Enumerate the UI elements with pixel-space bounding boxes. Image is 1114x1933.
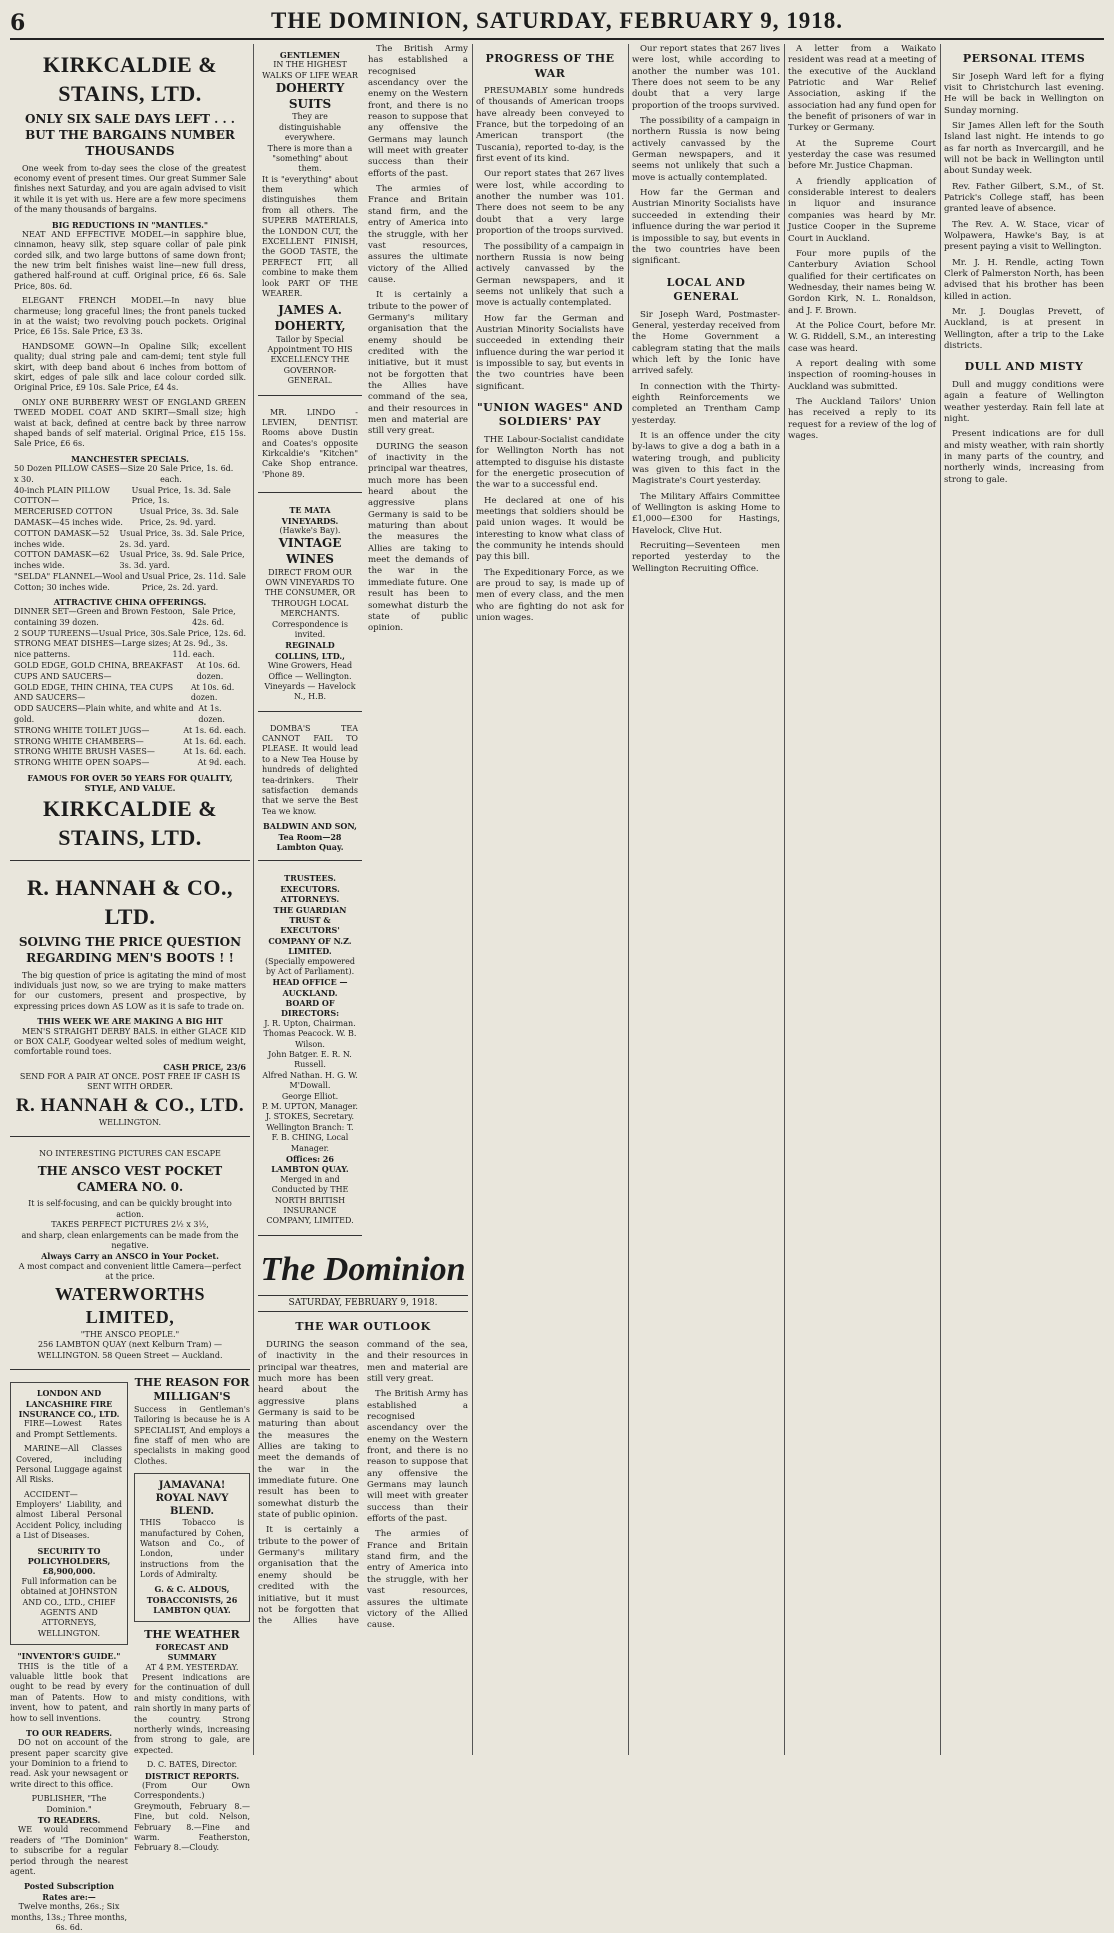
china-item-price: At 1s. 6d. each. [183,736,246,746]
hannah-offer-head: THIS WEEK WE ARE MAKING A BIG HIT [37,1016,223,1027]
china-item-price: At 1s. dozen. [198,704,225,725]
news-para: A report dealing with some inspection of rooming-houses in Auckland was submitted. [788,358,936,392]
manchester-item-desc: COTTON DAMASK—52 inches wide. [14,528,110,549]
waterworths-address: 256 LAMBTON QUAY (next Kelburn Tram) — WELLINGTON. 58 Queen Street — Auckland. [37,1340,223,1360]
insurance-agents: Full information can be obtained at JOHNSTON AND CO., LTD., CHIEF AGENTS AND ATTORNEYS, WELLINGTON. [20,1576,118,1638]
milligan-head: THE REASON FOR MILLIGAN'S [134,1376,250,1404]
manchester-item-desc: 40-inch PLAIN PILLOW COTTON— [14,485,110,506]
readers2-body: WE would recommend readers of "The Dominion" to subscribe for a regular period through the nearest agent. [10,1825,128,1876]
china-item-desc: STRONG MEAT DISHES—Large sizes; nice patterns. [14,639,171,660]
dull-para: Present indications are for dull and misty weather, with rain shortly in many parts of the country, and northerly winds, increasing from strong to gale. [944,429,1104,485]
war-outlook-para: It is certainly a tribute to the power of Germany's military organisation that the enemy should be credited with the initiative, but it must not be forgotten that the Allies have command of the sea, and their resources in men and material are still very great. [258,1339,468,1627]
kirkcaldie-intro: One week from to-day sees the close of the greatest economy event of present times. Our great Summer Sale finishes next Saturday, and you are again advised to visit it while it is yet with us. Here are a few more specimens of the many thousands of bargains. [14,163,246,215]
column-2-top [258,44,468,1242]
inventors-ad [10,1651,128,1724]
tea-ad [258,718,362,862]
personal-para: Mr. J. Douglas Prevett, of Auckland, is at present in Wellington, after a trip to the Lake districts. [944,307,1104,352]
column-6 [944,44,1104,1757]
kirkcaldie-headline: ONLY SIX SALE DAYS LEFT . . . BUT THE BARGAINS NUMBER THOUSANDS [25,112,235,158]
readers-notice-2 [10,1815,128,1933]
doherty-product: DOHERTY SUITS [275,81,345,111]
hannah-headline: SOLVING THE PRICE QUESTION REGARDING MEN'S BOOTS ! ! [18,934,242,965]
hannah-offer: MEN'S STRAIGHT DERBY BALS. in either GLACE KID or BOX CALF, Goodyear welted soles of medium weight, comfortable round toes. [14,1026,246,1057]
inventors-body: THIS is the title of a valuable little book that ought to be read by every man of Patents. How to invent, how to patent, and how to sell inventions. [10,1661,128,1723]
waterworths-firm: WATERWORTHS LIMITED, [55,1283,205,1328]
column-1 [10,44,250,1932]
board-member: Thomas Peacock. W. B. Wilson. [263,1029,357,1049]
china-item-desc: DINNER SET—Green and Brown Festoon, containing 39 dozen. [14,607,186,627]
hannah-ad [10,867,250,1137]
ansco-line3: and sharp, clean enlargements can be made from the negative. [21,1230,239,1250]
dentist-ad [258,402,362,494]
column-rule [784,44,785,1755]
progress-para: Our report states that 267 lives were lost, while according to another the number was 101. There does not seem to be any doubt that a very large proportion of the troops survived. [476,169,624,237]
china-item-desc: STRONG WHITE BRUSH VASES— [14,747,155,757]
kirkcaldie-footer: FAMOUS FOR OVER 50 YEARS FOR QUALITY, STYLE, AND VALUE. [27,773,233,794]
trustees-branch: Wellington Branch: T. F. B. CHING, Local Manager. [266,1122,354,1153]
local-para: Recruiting—Seventeen men reported yesterday to the Wellington Recruiting Office. [632,541,780,574]
manchester-item-desc: "SELDA" FLANNEL—Wool and Cotton; 30 inches wide. [14,572,140,592]
jamavana-head: JAMAVANA! ROYAL NAVY BLEND. [155,1480,229,1518]
china-item-price: At 1s. 6d. each. [183,747,246,757]
china-item-price: At 1s. 6d. each. [183,725,246,735]
doherty-firm: JAMES A. DOHERTY, [274,303,346,333]
weather-head: THE WEATHER [144,1627,240,1641]
china-item [14,639,246,661]
hannah-place: WELLINGTON. [98,1117,162,1127]
manchester-item [14,550,246,572]
war-outlook-head: THE WAR OUTLOOK [295,1320,431,1334]
local-para: Sir Joseph Ward, Postmaster-General, yesterday received from the Home Government a cablegram stating that the mails which left by the Ionic have arrived safely. [632,309,780,377]
personal-para: Sir James Allen left for the South Island last night. He intends to go as far north as Invercargill, and he will not be back in Wellington until about Sunday week. [944,120,1104,177]
ansco-line1: It is self-focusing, and can be quickly brought into action. [28,1199,232,1219]
page-number: 6 [10,10,26,36]
china-item [14,747,246,758]
manchester-item [14,572,246,594]
war-outlook-para: The armies of France and Britain stand firm, and the entry of America into the struggle, with her vast resources, assures the ultimate victory of the Allied cause. [367,1529,468,1631]
progress-para: How far the German and Austrian Minority Socialists have succeeded in extending their influence during the war period it is impossible to say, but events in the two countries have been significant. [476,313,624,392]
china-item [14,683,246,705]
manchester-item-price: Usual Price, 1s. 3d. Sale Price, 1s. [131,485,231,506]
china-item-desc: GOLD EDGE, THIN CHINA, TEA CUPS AND SAUCERS— [14,682,174,703]
manchester-list [14,464,246,594]
manchester-item-price: Sale Price, 1s. 6d. each. [160,464,234,484]
column-3 [476,44,624,1757]
kirkcaldie-firm-footer: KIRKCALDIE & STAINS, LTD. [42,795,218,850]
insurance-security: SECURITY TO POLICYHOLDERS, £8,900,000. [27,1545,111,1577]
manchester-item [14,529,246,551]
ansco-line2: TAKES PERFECT PICTURES 2½ x 3½, [51,1220,209,1230]
mantle-item: ONLY ONE BURBERRY WEST OF ENGLAND GREEN TWEED MODEL COAT AND SKIRT—Small size; high waist at back, defined at centre back by three narrow shaped bands of self material. Original Price, £15 15s. Sale Price, £6 6s. [14,397,246,449]
column-2a [258,44,362,1242]
weather-block [134,1628,250,1854]
kirkcaldie-ad [10,44,250,861]
tea-shop: BALDWIN AND SON, Tea Room—28 Lambton Quay. [263,821,357,852]
news-para: Four more pupils of the Canterbury Aviation School qualified for their certificates on Wednesday, their names being W. Gordon Kirk, N. L. Ronaldson, and J. F. Brown. [788,248,936,316]
china-item [14,661,246,683]
progress-cont: The possibility of a campaign in northern Russia is now being actively canvassed by the German newspapers, and it seems not unlikely that such a move is actually contemplated. [632,116,780,183]
progress-cont: How far the German and Austrian Minority Socialists have succeeded in extending their influence during the war period it is impossible to say, but events in the two countries have been significant. [632,188,780,267]
lower-ads-row [10,1376,250,1933]
trustees-manager: P. M. UPTON, Manager. J. STOKES, Secretary. [262,1101,358,1122]
china-item-price: At 9d. each. [197,758,246,768]
china-item [14,629,246,640]
doherty-line1: They are distinguishable everywhere. [279,112,341,143]
china-item-price: Sale Price, 12s. 6d. [167,628,246,638]
manchester-item-price: Usual Price, 2s. 11d. Sale Price, 2s. 2d. yard. [141,572,246,592]
manchester-item [14,507,246,529]
hannah-firm: R. HANNAH & CO., LTD. [27,874,233,929]
local-head: LOCAL AND GENERAL [666,275,746,304]
trustees-merged: Merged in and Conducted by THE NORTH BRITISH INSURANCE COMPANY, LIMITED. [266,1174,354,1226]
local-para: It is an offence under the city by-laws to give a dog a bath in a watering trough, and publicity was given to this fact in the Magistrate's Court yesterday. [632,431,780,487]
insurance-fire: FIRE—Lowest Rates and Prompt Settlements. [16,1419,122,1439]
weather-sub: FORECAST AND SUMMARY [155,1641,229,1663]
news-para: The Auckland Tailors' Union has received a reply to its request for a review of the log of wages. [788,396,936,441]
insurance-name: LONDON AND LANCASHIRE FIRE INSURANCE CO., LTD. [18,1388,120,1419]
vineyards-ad [258,499,362,711]
war-outlook-cont-4: DURING the season of inactivity in the principal war theatres, much more has been heard about the aggressive plans Germany is said to be maturing than about the measures the Allies are taking to meet the demands of the war in the immediate future. One result has been to somewhat disturb the state of public opinion. [368,441,468,634]
jamavana-body: THIS Tobacco is manufactured by Cohen, Watson and Co., of London, under instructions from the Lords of Admiralty. [140,1518,244,1580]
ansco-product: THE ANSCO VEST POCKET CAMERA NO. 0. [37,1163,223,1194]
mantle-item: HANDSOME GOWN—In Opaline Silk; excellent quality; dual string pale and cam-demi; tent style full skirt, with deep band about 6 inches from bottom of skirt, edges of pale silk and lace colour corded silk. Original Price, £9 10s. Sale Price, £4 4s. [14,341,246,393]
manchester-item-desc: COTTON DAMASK—62 inches wide. [14,550,110,571]
dull-head: DULL AND MISTY [964,360,1084,374]
local-para: In connection with the Thirty-eighth Reinforcements we completed an Trentham Camp yesterday. [632,381,780,426]
weather-district: DISTRICT REPORTS. [144,1770,240,1781]
progress-para: PRESUMABLY some hundreds of thousands of American troops have already been conveyed to France, but the torpedoing of an American transport (the Tuscania), reported to-day, is the first event of its kind. [476,86,624,165]
china-item [14,607,246,629]
vineyards-direct: DIRECT FROM OUR OWN VINEYARDS TO THE CONSUMER, OR THROUGH LOCAL MERCHANTS. [264,567,356,619]
trustees-head: TRUSTEES. EXECUTORS. ATTORNEYS. [280,873,340,905]
manchester-item-price: Usual Price, 3s. 3d. Sale Price, 2s. 9d. yard. [139,507,239,528]
board-list [262,1019,358,1102]
progress-head: PROGRESS OF THE WAR [485,52,615,80]
board-member: Alfred Nathan. H. G. W. M'Dowall. [262,1070,358,1091]
tea-body: DOMBA'S TEA CANNOT FAIL TO PLEASE. It would lead to a New Tea House by hundreds of delighted tea-drinkers. Their satisfaction demands that we serve the Best Tea we know. [262,723,358,816]
manchester-item [14,464,246,486]
doherty-head2: IN THE HIGHEST WALKS OF LIFE WEAR [262,60,358,80]
union-wages-para: He declared at one of his meetings that soldiers should be paid union wages. It would be interesting to know what class of the community he intends should pay this bill. [476,495,624,563]
readers-notice-1 [10,1728,128,1815]
china-item-price: Sale Price, 42s. 6d. [192,607,236,627]
dull-para: Dull and muggy conditions were again a feature of Wellington weather yesterday. Rain fell late at night. [944,379,1104,424]
readers2-rates: Twelve months, 26s.; Six months, 13s.; Three months, 6s. 6d. [10,1902,128,1932]
readers1-body: DO not on account of the present paper scarcity give your Dominion to a friend to read. Ask your newsagent or write direct to this office. [10,1738,128,1789]
personal-para: Mr. J. H. Rendle, acting Town Clerk of Palmerston North, has been advised that his brother has been killed in action. [944,257,1104,302]
trustees-office: HEAD OFFICE — AUCKLAND. [272,977,348,998]
vineyards-sub: (Hawke's Bay). [279,526,341,536]
inventors-head: "INVENTOR'S GUIDE." [17,1651,121,1662]
readers2-head: TO READERS. [37,1815,101,1826]
hannah-price: CASH PRICE, 23/6 [163,1061,246,1072]
vineyards-firm: REGINALD COLLINS, LTD., [275,640,345,661]
mantle-item: NEAT AND EFFECTIVE MODEL—in sapphire blue, cinnamon, heavy silk, step square collar of pale pink corded silk, and two large buttons of same down front; the new trim belt finishes waist line—new full dress, gathered half-round at cuff. Original price, £6 6s. Sale Price, 80s. 6d. [14,229,246,291]
mantle-item: ELEGANT FRENCH MODEL—In navy blue charmeuse; long graceful lines; the front panels tucked in at the waist; two revolving pouch pockets. Original Price, £6 15s. Sale Price, £3 3s. [14,296,246,337]
insurance-accident: ACCIDENT—Employers' Liability, and almost Liberal Personal Accident Policy, including a List of Diseases. [16,1489,122,1541]
manchester-item-price: Usual Price, 3s. 3d. Sale Price, 2s. 3d. yard. [119,528,245,549]
manchester-heading: MANCHESTER SPECIALS. [71,453,189,464]
insurance-marine: MARINE—All Classes Covered, including Personal Luggage against All Risks. [16,1444,122,1485]
china-item-desc: STRONG WHITE TOILET JUGS— [14,725,150,735]
personal-head: PERSONAL ITEMS [962,52,1086,65]
column-rule [472,44,473,1755]
manchester-item-desc: 50 Dozen PILLOW CASES—Size 20 x 30. [14,464,158,484]
news-para: At the Supreme Court yesterday the case was resumed before Mr. Justice Chapman. [788,138,936,172]
war-outlook-para: DURING the season of inactivity in the principal war theatres, much more has been heard about the aggressive plans Germany is said to be maturing than about the measures the Allies are taking to meet the demands of the war in the immediate future. One result has been to somewhat disturb the state of public opinion. [258,1339,359,1521]
weather-time: AT 4 P.M. YESTERDAY. [145,1662,239,1672]
column-rule [253,44,254,1755]
china-item [14,704,246,726]
weather-body: Present indications are for the continuation of dull and misty conditions, with rain shortly in many parts of the country. Strong northerly winds, increasing from strong to gale, are expected. [134,1673,250,1755]
readers1-sign: PUBLISHER, "The Dominion." [31,1794,107,1814]
dominion-flag: The Dominion [260,1250,466,1288]
news-para: A letter from a Waikato resident was read at a meeting of the executive of the Auckland Patriotic and War Relief Association, asking if the association had any fund open for the benefit of prisoners of war in Turkey or Germany. [788,44,936,134]
manchester-item-price: Usual Price, 3s. 9d. Sale Price, 3s. 3d. yard. [119,550,245,571]
union-wages-para: The Expeditionary Force, as we are proud to say, is made up of men of every class, and the men who are fighting do not ask for union wages. [476,567,624,624]
manchester-item [14,486,246,508]
column-rule [940,44,941,1755]
column-2 [258,44,468,1757]
trustees-sub: (Specially empowered by Act of Parliament). [265,956,355,976]
column-4 [632,44,780,1757]
china-item [14,758,246,769]
china-item-price: At 10s. 6d. dozen. [196,661,241,681]
china-heading: ATTRACTIVE CHINA OFFERINGS. [53,596,207,607]
column-rule [628,44,629,1755]
personal-para: The Rev. A. W. Stace, vicar of Wolpawera, Hawke's Bay, is at present paying a visit to Wellington. [944,219,1104,253]
vineyards-name: TE MATA VINEYARDS. [281,505,339,526]
china-item-desc: ODD SAUCERS—Plain white, and white and gold. [14,704,194,725]
war-outlook-body [258,1340,468,1632]
ansco-lead: NO INTERESTING PICTURES CAN ESCAPE [39,1149,221,1159]
ansco-line5: A most compact and convenient little Camera—perfect at the price. [18,1261,242,1282]
china-item [14,726,246,737]
war-outlook-cont-1: The British Army has established a recognised ascendancy over the enemy on the Western front, and there is no reason to suppose that any offensive the Germans may launch will meet with greater success than their efforts of the past. [368,44,468,179]
union-wages-head: "UNION WAGES" AND SOLDIERS' PAY [476,400,624,429]
vineyards-product: VINTAGE WINES [278,536,342,567]
doherty-body: It is "everything" about them which distinguishes them from all others. The SUPERB MATERIALS, the LONDON CUT, the EXCELLENT FINISH, the GOOD TASTE, the PERFECT FIT, all combine to make them look PART OF THE WEARER. [262,174,358,298]
masthead-title: THE DOMINION, SATURDAY, FEBRUARY 9, 1918. [270,8,844,33]
masthead [10,6,1104,40]
progress-cont: Our report states that 267 lives were lost, while according to another the number was 101. There does not seem to be any doubt that a very large proportion of the troops survived. [632,44,780,111]
news-para: A friendly application of considerable interest to dealers in liquor and insurance companies was heard by Mr. Justice Cooper in the Supreme Court in Auckland. [788,176,936,244]
trustees-offices: Offices: 26 LAMBTON QUAY. [271,1153,349,1175]
china-item-price: At 10s. 6d. dozen. [190,682,235,703]
lower-left-ads [10,1376,128,1933]
jamavana-ad [134,1473,250,1622]
milligan-sub: Success in Gentleman's Tailoring is because he is A SPECIALIST, And employs a fine staff of men who are specialists in making good Clothes. [134,1404,250,1466]
board-member: John Batger. E. R. N. Russell. [268,1050,352,1070]
news-para: At the Police Court, before Mr. W. G. Riddell, S.M., an interesting case was heard. [788,320,936,354]
readers1-head: TO OUR READERS. [26,1727,112,1738]
doherty-ad [258,44,362,396]
china-item-desc: STRONG WHITE CHAMBERS— [14,736,144,746]
china-item-desc: GOLD EDGE, GOLD CHINA, BREAKFAST CUPS AND SAUCERS— [14,661,184,681]
china-item-desc: STRONG WHITE OPEN SOAPS— [14,758,150,768]
kirkcaldie-firm: KIRKCALDIE & STAINS, LTD. [42,52,218,107]
china-item [14,737,246,748]
china-list [14,607,246,769]
hannah-body: The big question of price is agitating the mind of most individuals just now, so we are trying to make matters for our customers, present and prospective, by expressing prices down AS LOW as it is safe to trade on. [14,970,246,1011]
china-item-price: At 2s. 9d., 3s. 11d. each. [172,639,228,660]
insurance-ad [10,1382,128,1645]
jamavana-firm: G. & C. ALDOUS, TOBACCONISTS, 26 LAMBTON QUAY. [146,1584,238,1616]
hannah-firm-footer: R. HANNAH & CO., LTD. [15,1094,245,1116]
weather-sign: D. C. BATES, Director. [146,1760,238,1770]
trustees-ad [258,867,362,1235]
waterworths-tag: "THE ANSCO PEOPLE." [80,1330,180,1339]
doherty-firm-sub: Tailor by Special Appointment TO HIS EXCELLENCY THE GOVERNOR-GENERAL. [267,334,353,386]
lower-right-ads [134,1376,250,1933]
trustees-board-head: BOARD OF DIRECTORS: [280,998,340,1019]
war-outlook-cont-2: The armies of France and Britain stand firm, and the entry of America into the struggle, with her vast resources, assures the ultimate victory of the Allied cause. [368,184,468,285]
weather-reports: (From Our Own Correspondents.) Greymouth, February 8.—Fine, but cold. Nelson, February 8.—Fine and warm. Featherston, February 8.—Cloudy. [134,1781,250,1853]
progress-para: The possibility of a campaign in northern Russia is now being actively canvassed by the German newspapers, and it seems not unlikely that such a move is actually contemplated. [476,241,624,309]
china-item-desc: 2 SOUP TUREENS—Usual Price, 30s. [14,628,168,638]
personal-para: Rev. Father Gilbert, S.M., of St. Patrick's College staff, has been granted leave of absence. [944,181,1104,215]
vineyards-firm-sub: Wine Growers, Head Office — Wellington. Vineyards — Havelock N., H.B. [264,661,356,702]
doherty-line2: There is more than a "something" about them. [267,143,353,174]
column-2b [368,44,468,1242]
ansco-line4: Always Carry an ANSCO in Your Pocket. [41,1251,219,1262]
mantles-heading: BIG REDUCTIONS IN "MANTLES." [51,219,209,230]
war-outlook-para: The British Army has established a recognised ascendancy over the enemy on the Western front, and there is no reason to suppose that any offensive the Germans may launch will meet with greater success than their efforts of the past. [367,1389,468,1525]
war-outlook-cont-3: It is certainly a tribute to the power of Germany's military organisation that the enemy should be credited with the initiative, but it must not be forgotten that the Allies have command of the sea, and their resources in men and material are still very great. [368,290,468,437]
board-member: George Elliot. [281,1091,339,1101]
local-para: The Military Affairs Committee of Wellington is asking Home to £1,000—£300 for Hastings, Havelock, Clive Hut. [632,491,780,536]
manchester-item-desc: MERCERISED COTTON DAMASK—45 inches wide. [14,507,123,528]
trustees-name: THE GUARDIAN TRUST & EXECUTORS' COMPANY OF N.Z. LIMITED. [268,904,352,957]
vineyards-corr: Correspondence is invited. [272,619,348,639]
hannah-post: SEND FOR A PAIR AT ONCE. POST FREE IF CASH IS SENT WITH ORDER. [19,1072,241,1092]
readers2-rates-head: Posted Subscription Rates are:— [23,1881,115,1902]
dentist-body: MR. LINDO - LEVIEN, DENTIST. Rooms above Dustin and Coates's opposite Kirkcaldie's "Kitchen" Cake Shop entrance. 'Phone 89. [262,407,358,479]
ansco-ad [10,1143,250,1370]
doherty-head1: GENTLEMEN [279,50,341,60]
flag-date: SATURDAY, FEBRUARY 9, 1918. [258,1295,468,1313]
personal-para: Sir Joseph Ward left for a flying visit to Christchurch last evening. He will be back in Wellington on Sunday morning. [944,71,1104,116]
board-member: J. R. Upton, Chairman. [264,1018,356,1028]
union-wages-para: THE Labour-Socialist candidate for Wellington North has not attempted to disguise his distaste for the energetic prosecution of the war to a successful end. [476,435,624,491]
milligan-ad [134,1376,250,1467]
column-5 [788,44,936,1757]
mantles-list [14,230,246,450]
